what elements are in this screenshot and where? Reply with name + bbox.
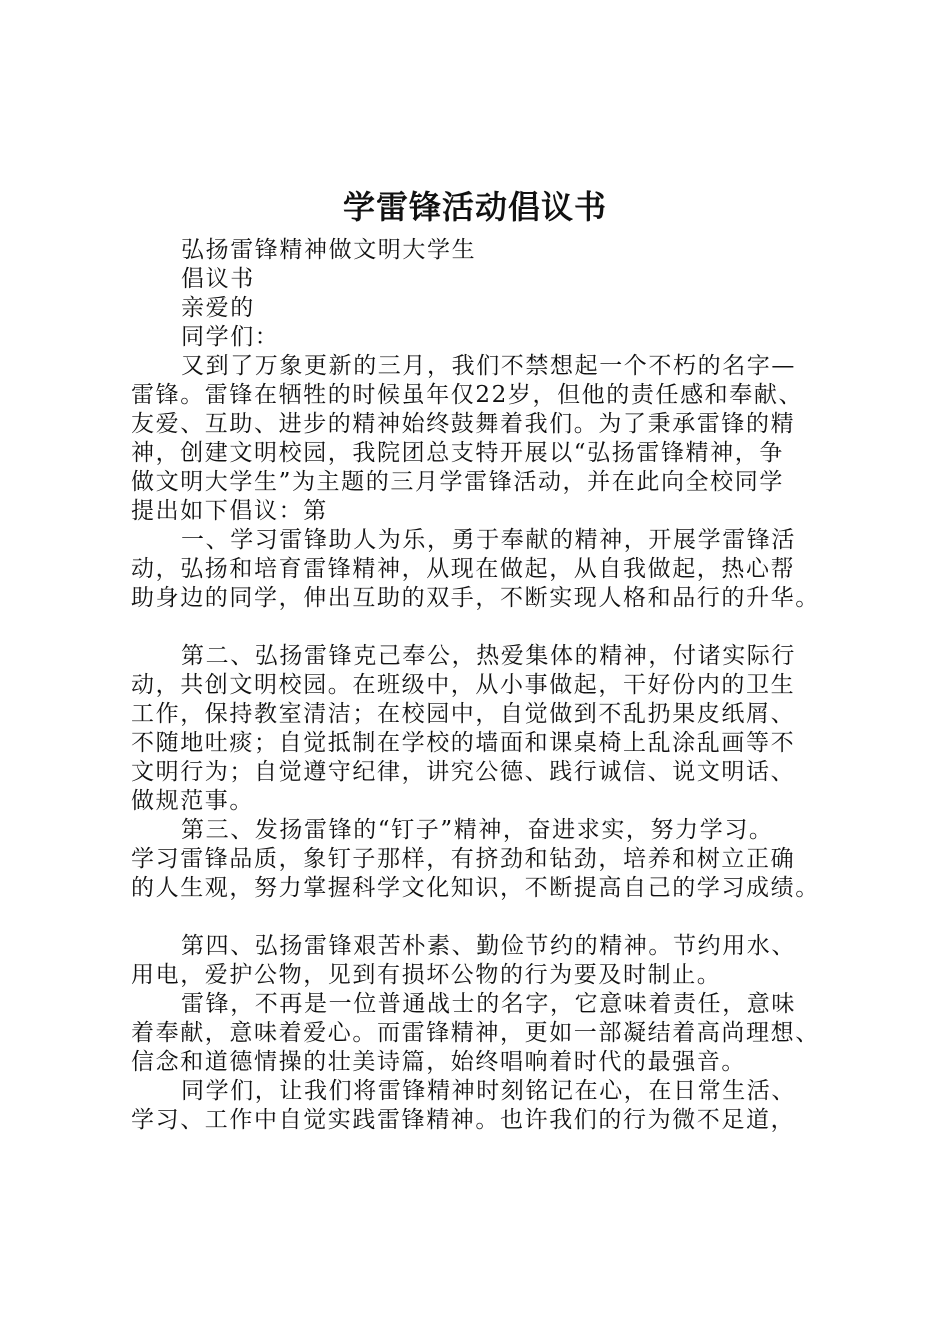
- paragraph-gap: [131, 613, 851, 642]
- text-line: 友爱、互助、进步的精神始终鼓舞着我们。为了秉承雷锋的精: [131, 411, 796, 437]
- text-line: 同学们，让我们将雷锋精神时刻铭记在心，在日常生活、: [181, 1078, 796, 1104]
- text-line: 一、学习雷锋助人为乐，勇于奉献的精神，开展学雷锋活: [181, 527, 796, 553]
- text-line: 信念和道德情操的壮美诗篇，始终唱响着时代的最强音。: [131, 1049, 746, 1075]
- text-line: 文明行为；自觉遵守纪律，讲究公德、践行诚信、说文明话、: [131, 759, 796, 785]
- text-line: 弘扬雷锋精神做文明大学生: [181, 237, 477, 263]
- text-line: 做文明大学生”为主题的三月学雷锋活动，并在此向全校同学: [131, 469, 784, 495]
- document-body: [131, 236, 851, 1135]
- text-line: 雷锋，不再是一位普通战士的名字，它意味着责任，意味: [181, 991, 796, 1017]
- text-line: 第四、弘扬雷锋艰苦朴素、勤俭节约的精神。节约用水、: [181, 933, 796, 959]
- text-line: 又到了万象更新的三月，我们不禁想起一个不朽的名字—: [181, 353, 796, 379]
- text-line: 着奉献，意味着爱心。而雷锋精神，更如一部凝结着高尚理想、: [131, 1020, 820, 1046]
- text-line: 神，创建文明校园，我院团总支特开展以“弘扬雷锋精神，争: [131, 440, 784, 466]
- text-line: 动，共创文明校园。在班级中，从小事做起，干好份内的卫生: [131, 672, 796, 698]
- text-line: 提出如下倡议：第: [131, 498, 328, 524]
- paragraph-gap: [131, 903, 851, 932]
- text-line: 倡议书: [181, 266, 255, 292]
- text-line: 不随地吐痰；自觉抵制在学校的墙面和课桌椅上乱涂乱画等不: [131, 730, 796, 756]
- text-line: 亲爱的: [181, 295, 255, 321]
- text-line: 助身边的同学，伸出互助的双手，不断实现人格和品行的升华。: [131, 585, 820, 611]
- text-line: 用电，爱护公物，见到有损坏公物的行为要及时制止。: [131, 962, 722, 988]
- text-line: 做规范事。: [131, 788, 254, 814]
- text-line: 雷锋。雷锋在牺牲的时候虽年仅22岁，但他的责任感和奉献、: [131, 382, 804, 408]
- document-title: 学雷锋活动倡议书: [342, 188, 607, 226]
- text-line: 的人生观，努力掌握科学文化知识，不断提高自己的学习成绩。: [131, 875, 820, 901]
- text-line: 学习、工作中自觉实践雷锋精神。也许我们的行为微不足道，: [131, 1107, 796, 1133]
- text-line: 同学们：: [181, 324, 280, 350]
- text-line: 第二、弘扬雷锋克己奉公，热爱集体的精神，付诸实际行: [181, 643, 796, 669]
- text-line: 工作，保持教室清洁；在校园中，自觉做到不乱扔果皮纸屑、: [131, 701, 796, 727]
- text-line: 第三、发扬雷锋的“钉子”精神，奋进求实，努力学习。: [181, 817, 774, 843]
- text-line: 动，弘扬和培育雷锋精神，从现在做起，从自我做起，热心帮: [131, 556, 796, 582]
- text-line: 学习雷锋品质，象钉子那样，有挤劲和钻劲，培养和树立正确: [131, 846, 796, 872]
